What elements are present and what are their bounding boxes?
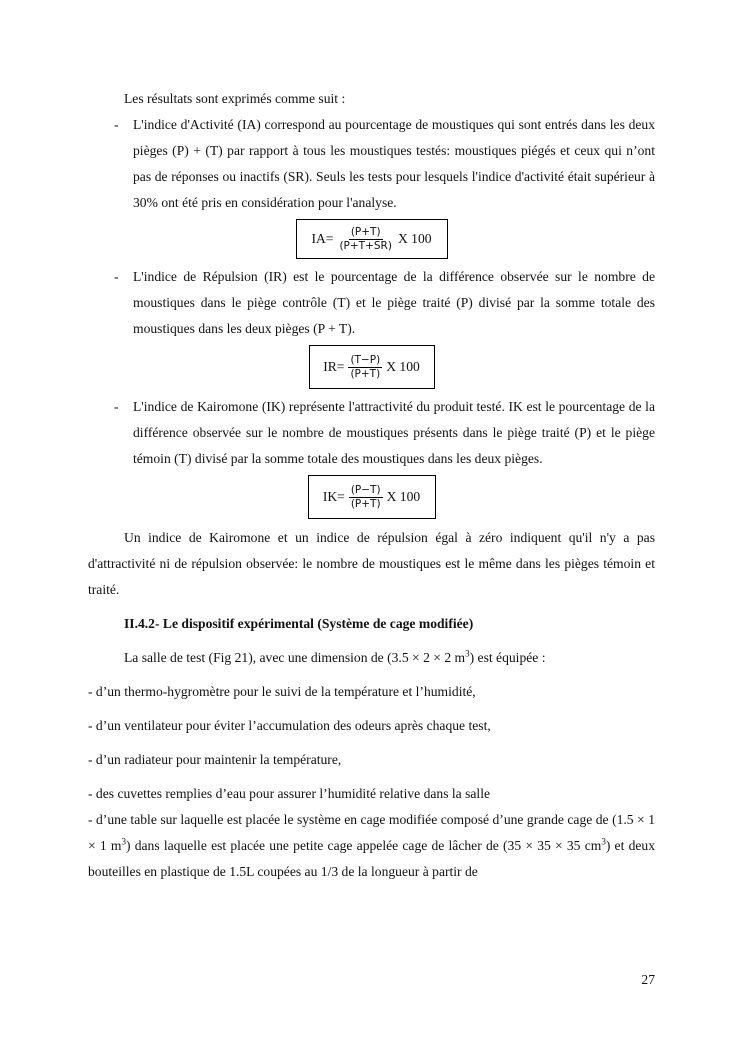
table-text-a: - d’une table sur laquelle est placée le système en cage modifiée composé d’une grande cage de (1.5 × 1 × 1 m <box>88 812 655 853</box>
formula-rhs: X 100 <box>386 359 420 374</box>
fraction-denominator: (P+T+SR) <box>339 239 392 252</box>
equipment-item: - d’un thermo-hygromètre pour le suivi de la température et l’humidité, <box>88 684 476 699</box>
fraction-denominator: (P+T) <box>350 367 381 380</box>
document-page <box>88 86 655 885</box>
formula-ik <box>308 475 436 519</box>
formula-lhs: IR= <box>323 359 345 374</box>
formula-ia <box>296 219 448 259</box>
intro-text: Les résultats sont exprimés comme suit : <box>124 91 346 106</box>
ik-definition: L'indice de Kairomone (IK) représente l'attractivité du produit testé. IK est le pourcentage de la différence observée sur le nombre de moustiques présents dans le piège traité (P) et le piège témoin (T) divisé par la somme totale des moustiques dans les deux pièges. <box>133 399 655 466</box>
salle-text-after: ) est équipée : <box>469 650 546 665</box>
fraction-numerator: (T−P) <box>350 353 381 366</box>
table-superscript-1: 3 <box>121 836 126 847</box>
list-dash: - <box>114 399 119 414</box>
salle-superscript: 3 <box>465 648 470 659</box>
table-text-c: ) et deux bouteilles en plastique de 1.5L coupées au 1/3 de la longueur à partir de <box>88 838 655 879</box>
formula-rhs: X 100 <box>386 489 421 504</box>
fraction-numerator: (P−T) <box>350 483 381 496</box>
salle-text-before: La salle de test (Fig 21), avec une dimension de (3.5 × 2 × 2 m <box>124 650 466 665</box>
page-number: 27 <box>641 972 655 987</box>
table-text-b: ) dans laquelle est placée une petite cage appelée cage de lâcher de (35 × 35 × 35 cm <box>125 838 602 853</box>
formula-lhs: IA= <box>311 231 334 246</box>
formula-fraction <box>349 484 383 511</box>
formula-fraction <box>348 354 382 381</box>
list-item-ia <box>88 112 655 216</box>
equipment-item: - d’un ventilateur pour éviter l’accumulation des odeurs après chaque test, <box>88 718 491 733</box>
ia-definition: L'indice d'Activité (IA) correspond au pourcentage de moustiques qui sont entrés dans les deux pièges (P) + (T) par rapport à tous les moustiques testés: moustiques piégés et ceux qui n’ont pas de réponses ou inactifs (SR). Seuls les tests pour lesquels l'indice d'activité était supérieur à 30% ont été pris en considération pour l'analyse. <box>133 117 655 210</box>
salle-paragraph <box>88 645 655 671</box>
list-dash: - <box>114 117 119 132</box>
list-item-ir <box>88 264 655 342</box>
fraction-numerator: (P+T) <box>350 225 381 238</box>
ir-definition: L'indice de Répulsion (IR) est le pourcentage de la différence observée sur le nombre de moustiques dans le piège contrôle (T) et le piège traité (P) divisé par la somme totale des moustiques dans les deux pièges (P + T). <box>133 269 655 336</box>
table-superscript-2: 3 <box>601 836 606 847</box>
list-item-ik <box>88 394 655 472</box>
list-dash: - <box>114 269 119 284</box>
kairomone-paragraph: Un indice de Kairomone et un indice de répulsion égal à zéro indiquent qu'il n'y a pas d'attractivité ni de répulsion observée: le nombre de moustiques est le même dans les pièges témoin et traité. <box>88 530 655 597</box>
section-heading: II.4.2- Le dispositif expérimental (Système de cage modifiée) <box>124 616 474 631</box>
formula-ir <box>309 345 435 389</box>
formula-lhs: IK= <box>322 489 345 504</box>
formula-rhs: X 100 <box>397 231 432 246</box>
fraction-denominator: (P+T) <box>350 497 381 510</box>
equipment-item-table <box>88 807 655 885</box>
equipment-item: - d’un radiateur pour maintenir la température, <box>88 752 342 767</box>
equipment-item: - des cuvettes remplies d’eau pour assurer l’humidité relative dans la salle <box>88 786 491 801</box>
formula-fraction <box>337 226 394 253</box>
